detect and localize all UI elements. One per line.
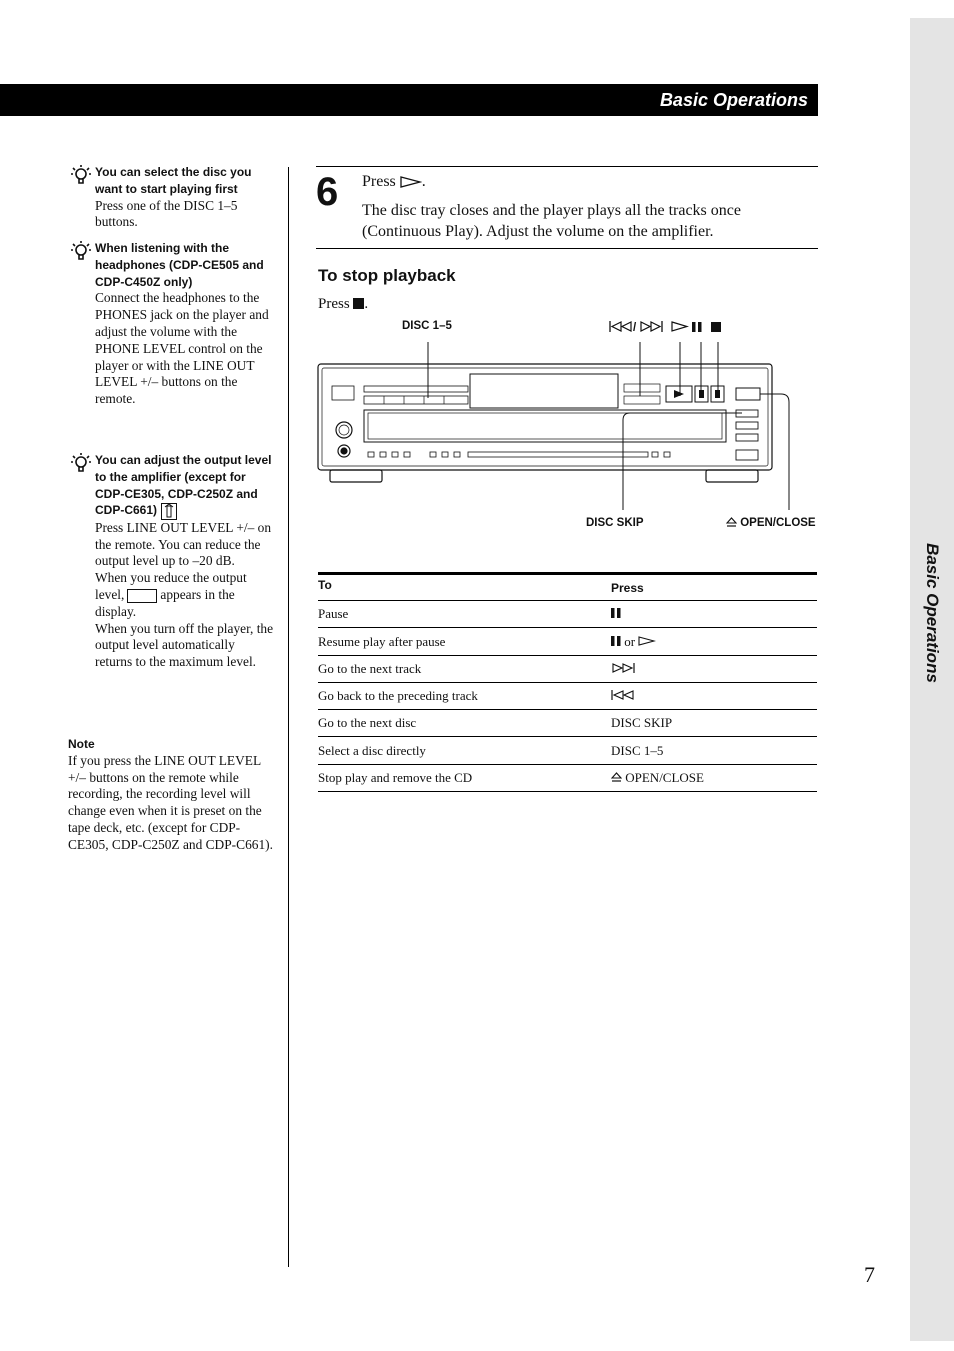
step-rule-top [316, 166, 818, 167]
callout-open-close-label: OPEN/CLOSE [740, 517, 816, 529]
step-description: The disc tray closes and the player plays all the tracks once (Continuous Play). Adjust the volume on the amplifier. [362, 202, 741, 240]
side-tab-label: Basic Operations [923, 543, 942, 683]
note-heading: Note [68, 737, 95, 751]
note [68, 736, 274, 854]
operations-table [318, 572, 817, 792]
table-cell-to: Go back to the preceding track [318, 688, 478, 704]
next-track-icon [611, 663, 635, 673]
table-header-press: Press [611, 581, 644, 595]
table-header-row [318, 575, 817, 601]
section-header-bar [0, 84, 818, 116]
table-cell-to: Pause [318, 606, 349, 622]
table-cell-to: Go to the next disc [318, 715, 417, 731]
page-number: 7 [864, 1262, 875, 1287]
side-tab [910, 18, 954, 1341]
table-cell-press [611, 606, 621, 622]
table-row [318, 710, 817, 737]
lightbulb-tip-icon [68, 452, 92, 474]
table-cell-press [611, 688, 635, 704]
tip-output-level [68, 452, 274, 671]
lightbulb-tip-icon [68, 164, 92, 186]
pause-icon [611, 636, 621, 646]
step-press-label: Press [362, 173, 396, 190]
callout-disc-1-5: DISC 1–5 [402, 320, 452, 332]
tip-select-disc [68, 164, 274, 231]
callout-disc-skip: DISC SKIP [586, 517, 644, 529]
section-title: Basic Operations [659, 90, 808, 110]
tip-body: Press one of the DISC 1–5 buttons. [95, 197, 238, 230]
table-cell-to: Go to the next track [318, 660, 422, 676]
table-row [318, 737, 817, 764]
table-row [318, 601, 817, 628]
table-cell-press-text: OPEN/CLOSE [625, 770, 704, 786]
tip-heading: You can select the disc you want to start playing first [95, 165, 252, 196]
stop-icon [353, 298, 364, 309]
table-cell-press [611, 661, 635, 677]
table-cell-press-text: or [624, 633, 636, 649]
tip-body: When you reduce the output level, [95, 570, 247, 602]
tip-body: appears in the display. [95, 586, 235, 619]
play-icon [638, 636, 656, 646]
table-row [318, 683, 817, 710]
eject-icon [611, 772, 622, 782]
pause-icon [611, 608, 621, 618]
table-cell-to: Stop play and remove the CD [318, 770, 473, 786]
step-rule-bottom [316, 248, 818, 249]
display-indicator-icon [127, 589, 157, 603]
cd-player-diagram [310, 320, 790, 510]
stop-playback-heading: To stop playback [318, 266, 456, 285]
table-row [318, 628, 817, 655]
remote-icon [161, 503, 177, 520]
step-press-text: Press . [362, 173, 426, 190]
eject-icon [726, 517, 737, 527]
tip-heading: When listening with the headphones (CDP-CE505 and CDP-C450Z only) [95, 241, 264, 289]
tip-body: Connect the headphones to the PHONES jack on the player and adjust the volume with the PHONE LEVEL control on the player or with the LINE OUT LEVEL +/– buttons on the remote. [95, 290, 269, 407]
table-cell-press [611, 770, 704, 786]
table-cell-to: Resume play after pause [318, 633, 446, 649]
callout-separator: / [633, 322, 637, 334]
step-number: 6 [316, 170, 339, 214]
callout-open-close [726, 517, 816, 529]
stop-playback-press: Press . [318, 296, 369, 312]
table-cell-press [611, 634, 656, 650]
table-cell-press: DISC 1–5 [611, 742, 664, 758]
column-divider [288, 167, 289, 1267]
stop-press-label: Press [318, 296, 350, 312]
lightbulb-tip-icon [68, 240, 92, 262]
table-cell-press: DISC SKIP [611, 715, 673, 731]
note-body: If you press the LINE OUT LEVEL +/– buttons on the remote while recording, the recording level will change even when it is preset on the tape deck, etc. (except for CDP-CE305, CDP-C250Z and CDP-C661). [68, 752, 273, 852]
previous-track-icon [611, 690, 635, 700]
table-row [318, 656, 817, 683]
tip-body: When you turn off the player, the output level automatically returns to the maximum level. [95, 620, 274, 670]
tip-body: Press LINE OUT LEVEL +/– on the remote. You can reduce the output level up to –20 dB. [95, 519, 272, 569]
tip-headphones [68, 240, 274, 408]
table-header-to: To [318, 578, 332, 592]
table-row [318, 765, 817, 792]
table-cell-to: Select a disc directly [318, 742, 426, 758]
tip-heading: You can adjust the output level to the amplifier (except for CDP-CE305, CDP-C250Z and CDP-C661) [95, 453, 272, 518]
play-icon [400, 176, 422, 188]
